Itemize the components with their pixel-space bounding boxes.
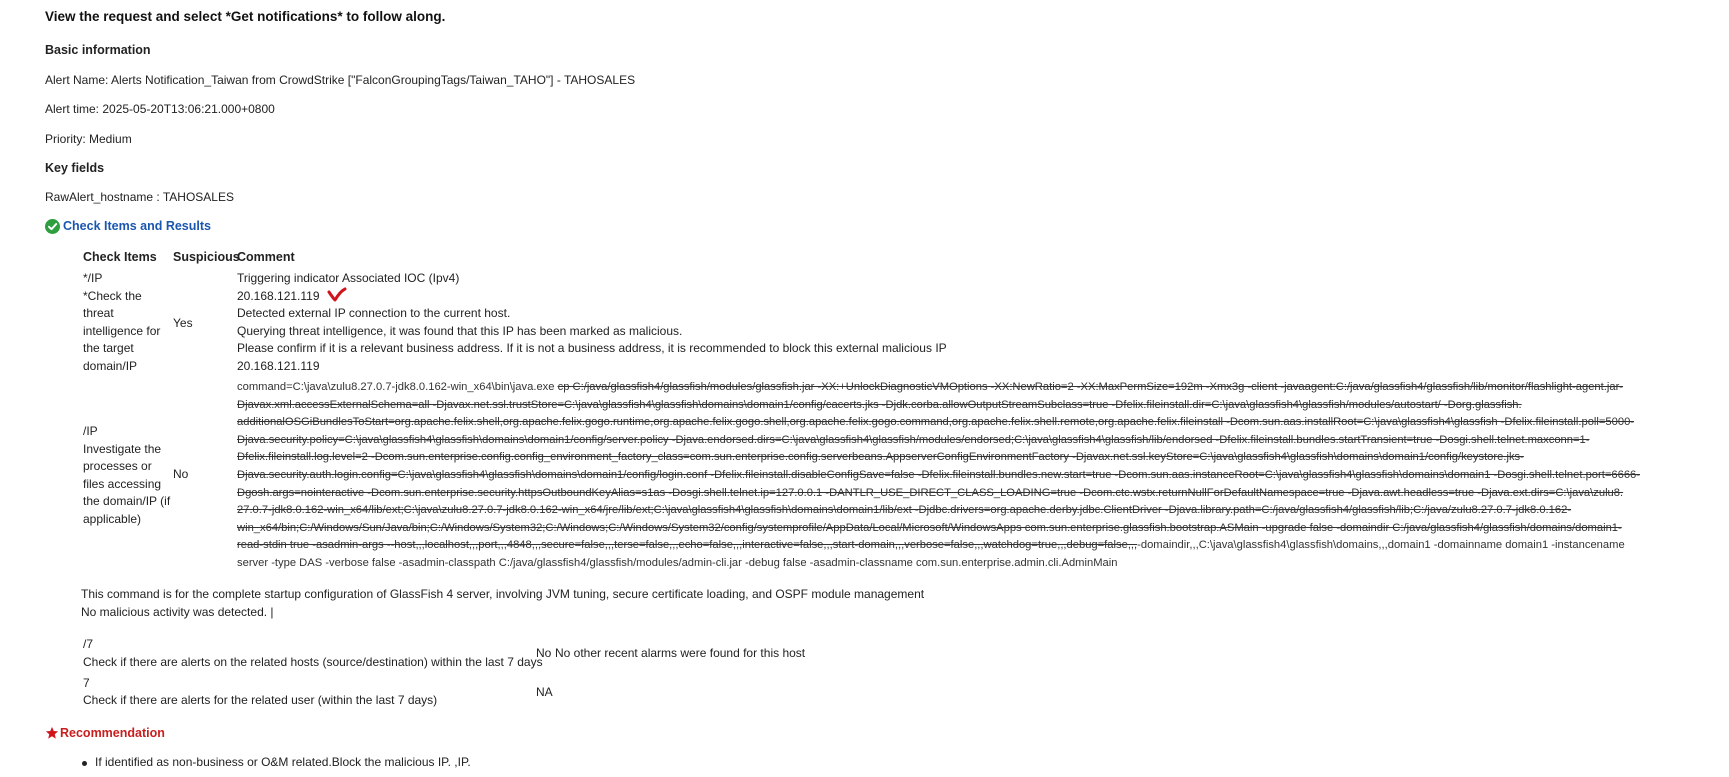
priority: Priority: Medium <box>45 132 132 146</box>
table-row-4-suspicious: NA <box>536 685 553 699</box>
table-row-4-item-code: 7 <box>83 676 90 690</box>
table-row-1-item: */IP *Check the threat intelligence for the target domain/IP <box>83 271 161 373</box>
key-fields-heading: Key fields <box>45 161 105 175</box>
table-row-2-command: command=C:\java\zulu8.27.0.7-jdk8.0.162-win_x64\bin\java.exe cp C:/java/glassfish4/glassfish/modules/glassfish.jar -XX:+UnlockDiagnosticVMOptions -XX:NewRatio=2 -XX:MaxPermSize=192m -Xmx3g -client -javaagent:C:/java/glassfish4/glassfish/lib/monitor/flashlight-agent.jar- Djavax.xml.accessExternalSchema=all -Djavax.net.ssl.trustStore=C:\java\glassfish4\glassfish\domains\domain1/config/cacerts.jks -Djdk.corba.allowOutputStreamSubclass=true -Dfelix.fileinstall.dir=C:\java\glassfish4\glassfish/modules/autostart/ -Dorg.glassfish. additionalOSGiBundlesToStart=org.apache.felix.shell,org.apache.felix.gogo.runtime,org.apache.felix.gogo.shell,org.apache.felix.gogo.command,org.apache.felix.shell.remote,org.apache.felix.fileinstall -Dcom.sun.aas.installRoot=C:\java\glassfish4\glassfish -Dfelix.fileinstall.poll=5000- Djava.security.policy=C:\java\glassfish4\glassfish\domains\domain1/config/server.policy -Djava.endorsed.dirs=C:\java\glassfish4\glassfish/modules/endorsed;C:\java\glassfish4\glassfish/lib/endorsed -Dfelix.fileinstall.bundles.startTransient=true -Dosgi.shell.telnet.maxconn=1- Dfelix.fileinstall.log.level=2 -Dcom.sun.enterprise.config.config_environment_factory_class=com.sun.enterprise.config.serverbeans.AppserverConfigEnvironmentFactory -Djavax.net.ssl.keyStore=C:\java\glassfish4\glassfish\domains\domain1/config/keystore.jks- Djava.security.auth.login.config=C:\java\glassfish4\glassfish\domains\domain1/config/login.conf -Dfelix.fileinstall.disableConfigSave=false -Dfelix.fileinstall.bundles.new.start=true -Dcom.sun.aas.instanceRoot=C:\java\glassfish4\glassfish\domains\domain1 -Dosgi.shell.telnet.port=6666- Dgosh.args=nointeractive -Dcom.sun.enterprise.security.httpsOutboundKeyAlias=s1as -Dosgi.shell.telnet.ip=127.0.0.1 -DANTLR_USE_DIRECT_CLASS_LOADING=true -Dcom.ctc.wstx.returnNullForDefaultNamespace=true -Djava.awt.headless=true -Djava.ext.dirs=C:\java\zulu8. 27.0.7-jdk8.0.162-win_x64/lib/ext;C:\java\zulu8.27.0.7-jdk8.0.162-win_x64/jre/lib/ext;C:\java\glassfish4\glassfish\domains\domain1/lib/ext -Djdbc.drivers=org.apache.derby.jdbc.ClientDriver -Djava.library.path=C:/java/glassfish4/glassfish/lib;C:/java/zulu8.27.0.7-jdk8.0.162- win_x64/bin;C:/Windows/Sun/Java/bin;C:/Windows/System32;C:/Windows;C:/Windows/System32/config/systemprofile/AppData/Local/Microsoft/WindowsApps com.sun.enterprise.glassfish.bootstrap.ASMain -upgrade false -domaindir C:/java/glassfish4/glassfish/domains/domain1- read-stdin true -asadmin-args --host,,,localhost,,,port,,,4848,,,secure=false,,,terse=false,,,echo=false,,,interactive=false,,,start-domain,,,verbose=false,,,watchdog=true,,,debug=false,,,-domaindir,,,C:\java\glassfish4\glassfish\domains,,,domain1 -domainname domain1 -instancename server -type DAS -verbose false -asadmin-classpath C:/java/glassfish4/glassfish/modules/admin-cli.jar -debug false -asadmin-classname com.sun.enterprise.admin.cli.AdminMain <box>237 381 1640 569</box>
col-header-suspicious: Suspicious <box>173 250 240 264</box>
table-row-3-comment: No other recent alarms were found for this host <box>555 646 806 660</box>
table-row-3-item: Check if there are alerts on the related hosts (source/destination) within the last 7 days <box>83 655 543 669</box>
table-row-1-suspicious: Yes <box>173 316 193 330</box>
star-icon <box>45 726 59 740</box>
page-title: View the request and select *Get notifications* to follow along. <box>45 9 446 24</box>
alert-name: Alert Name: Alerts Notification_Taiwan from CrowdStrike ["FalconGroupingTags/Taiwan_TAHO"] - TAHOSALES <box>45 73 636 87</box>
table-row-1-comment: Triggering indicator Associated IOC (Ipv4) 20.168.121.119 Detected external IP connection to the current host. Querying threat intelligence, it was found that this IP has been marked as malicious. Please confirm if it is a relevant business address. If it is not a business address, it is recommended to block this external malicious IP 20.168.121.119 <box>237 271 947 373</box>
table-row-2-item: /IP Investigate the processes or files accessing the domain/IP (if applicable) <box>83 424 171 526</box>
recommendation-item: If identified as non-business or O&M related.Block the malicious IP. ,IP. <box>95 755 471 769</box>
raw-alert-hostname: RawAlert_hostname : TAHOSALES <box>45 190 234 204</box>
bullet-icon <box>82 761 87 766</box>
col-header-comment: Comment <box>237 250 295 264</box>
table-row-4-item: Check if there are alerts for the related user (within the last 7 days) <box>83 693 438 707</box>
check-items-heading[interactable]: Check Items and Results <box>63 219 211 233</box>
table-row-3-item-code: /7 <box>83 637 94 651</box>
recommendation-heading: Recommendation <box>60 726 165 740</box>
table-row-3-suspicious: No <box>536 646 552 660</box>
red-checkmark-icon <box>327 287 347 303</box>
analysis-conclusion: No malicious activity was detected. | <box>81 605 274 619</box>
basic-info-heading: Basic information <box>45 43 151 57</box>
alert-time: Alert time: 2025-05-20T13:06:21.000+0800 <box>45 102 275 116</box>
check-circle-icon <box>45 219 60 234</box>
analysis-summary: This command is for the complete startup configuration of GlassFish 4 server, involving JVM tuning, secure certificate loading, and OSPF module management <box>81 587 925 601</box>
table-row-2-suspicious: No <box>173 467 189 481</box>
col-header-check-items: Check Items <box>83 250 157 264</box>
